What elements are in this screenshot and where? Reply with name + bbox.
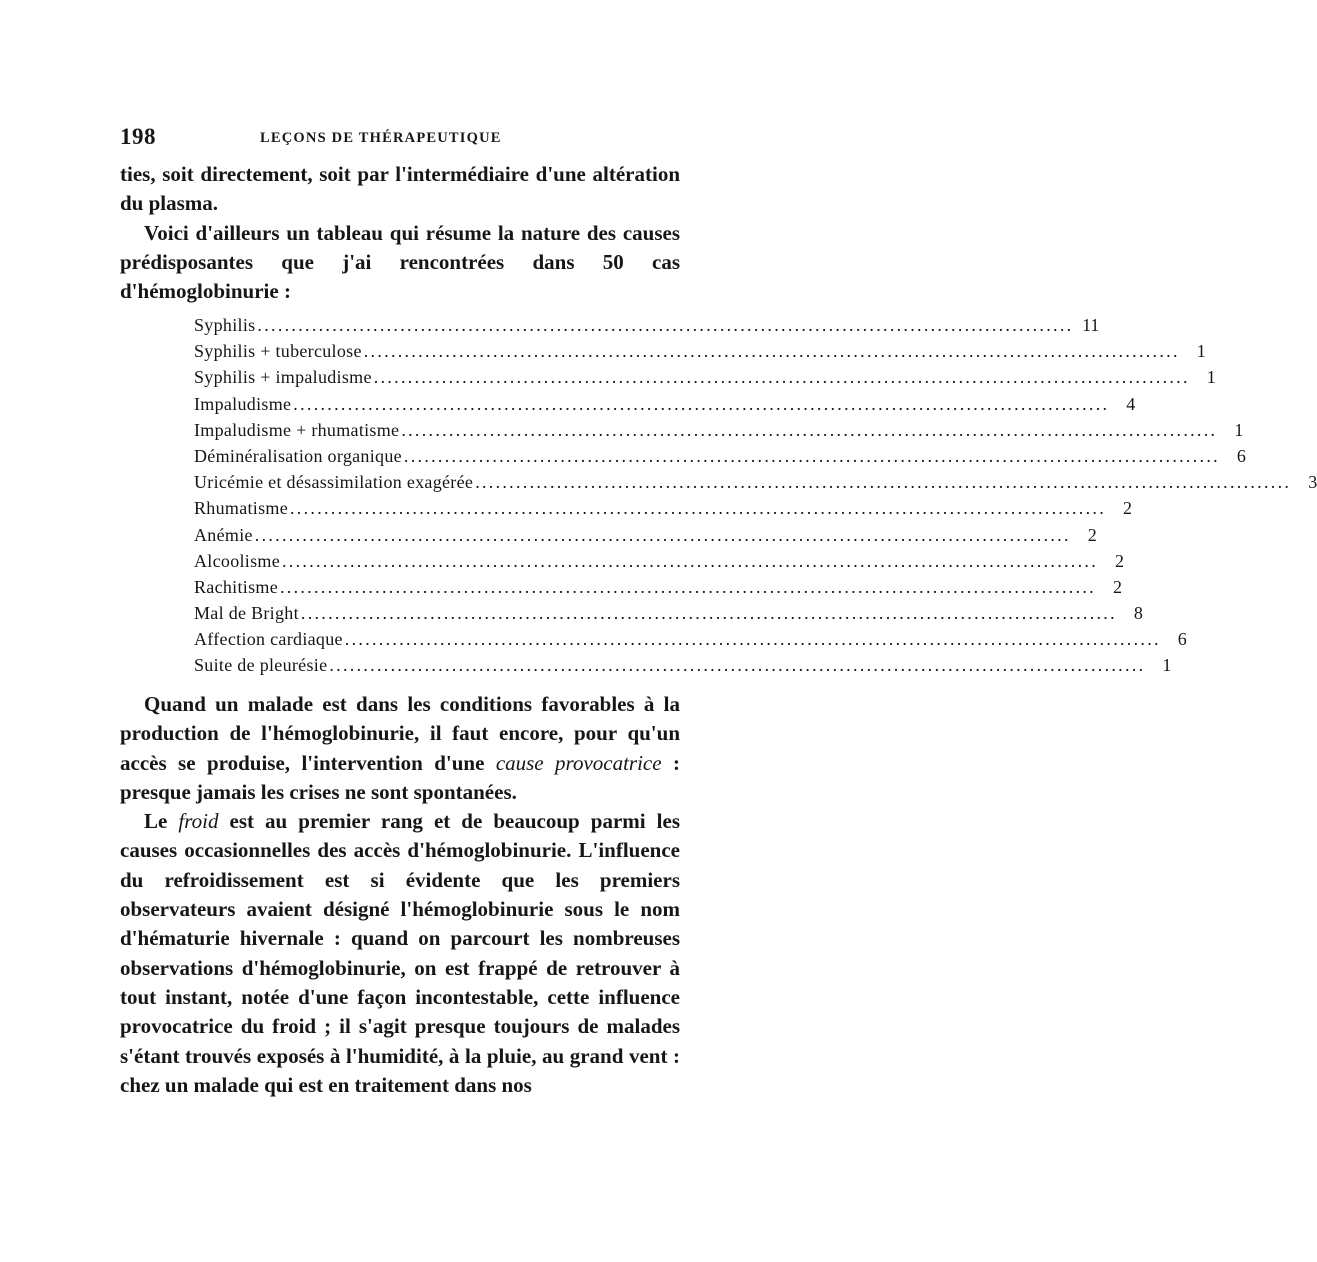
table-row: [194, 445, 1246, 472]
dot-leader: ........................................................................................................................: [344, 629, 1161, 650]
causes-table: [194, 315, 1317, 682]
paragraph-provocative-cause: [120, 690, 680, 807]
case-count: 3: [1308, 472, 1317, 493]
paragraph-text: Quand un malade est dans les conditions favorables à la production de l'hémoglobinurie, il faut encore, pour qu'un accès se produise, l'intervention d'une: [120, 692, 680, 775]
case-count: 2: [1123, 498, 1132, 519]
continued-paragraph: ties, soit directement, soit par l'intermédiaire d'une altération du plasma.: [120, 162, 680, 216]
cause-label: Rhumatisme: [194, 498, 288, 519]
table-row: [194, 419, 1244, 446]
dot-leader: ........................................................................................................................: [254, 524, 1071, 545]
case-count: 1: [1162, 655, 1172, 676]
dot-leader: ........................................................................................................................: [300, 603, 1117, 624]
dot-leader: ........................................................................................................................: [282, 550, 1098, 571]
cause-label: Impaludisme + rhumatisme: [194, 419, 400, 440]
cause-label: Rachitisme: [194, 576, 278, 597]
case-count: 6: [1236, 445, 1246, 466]
cause-label: Suite de pleurésie: [194, 655, 328, 676]
dot-leader: ........................................................................................................................: [279, 576, 1096, 597]
table-row: [194, 550, 1124, 577]
italic-term: froid: [178, 809, 219, 834]
table-row: [194, 367, 1216, 393]
cause-label: Anémie: [194, 524, 253, 545]
cause-label: Syphilis + tuberculose: [194, 341, 362, 362]
cause-label: Impaludisme: [194, 393, 292, 414]
paragraph-text: est au premier rang et de beaucoup parmi les causes occasionnelles des accès d'hémoglobinurie. L'influence du refroidissement est si évidente que les premiers observateurs avaient désigné l'hémoglobinurie sous le nom d'hématurie hivernale : quand on parcourt les nombreuses observations d'hémoglobinurie, on est frappé de retrouver à tout instant, notée d'une façon incontestable, cette influence provocatrice du froid ; il s'agit presque toujours de malades s'étant trouvés exposés à l'humidité, à la pluie, au grand vent : chez un malade qui est en traitement dans nos: [120, 809, 680, 1097]
case-count: 2: [1112, 576, 1122, 597]
table-row: [194, 393, 1136, 420]
table-row: [194, 472, 1317, 498]
intro-text: [120, 160, 680, 306]
table-row: [194, 315, 1100, 341]
cause-label: Syphilis: [194, 315, 256, 335]
table-row: [194, 524, 1097, 551]
case-count: 11: [1082, 315, 1100, 335]
dot-leader: ........................................................................................................................: [373, 367, 1190, 388]
table-row: [194, 655, 1172, 681]
case-count: 2: [1115, 550, 1124, 571]
case-count: 6: [1177, 629, 1187, 650]
table-row: [194, 498, 1132, 524]
table-row: [194, 603, 1143, 629]
paragraph-text: Le: [144, 809, 179, 834]
cause-label: Affection cardiaque: [194, 629, 343, 650]
case-count: 1: [1196, 341, 1206, 362]
running-head: [120, 124, 680, 154]
dot-leader: ........................................................................................................................: [293, 393, 1110, 414]
dot-leader: ........................................................................................................................: [329, 655, 1146, 676]
dot-leader: ........................................................................................................................: [257, 315, 1074, 335]
paragraph-cold: [120, 807, 680, 1100]
table-intro-paragraph: Voici d'ailleurs un tableau qui résume la nature des causes prédisposantes que j'ai rencontrées dans 50 cas d'hémoglobinurie :: [120, 220, 680, 304]
case-count: 1: [1206, 367, 1216, 388]
cause-label: Déminéralisation organique: [194, 445, 402, 466]
cause-label: Syphilis + impaludisme: [194, 367, 372, 388]
dot-leader: ........................................................................................................................: [475, 472, 1292, 493]
dot-leader: ........................................................................................................................: [401, 419, 1218, 440]
running-title: LEÇONS DE THÉRAPEUTIQUE: [260, 130, 502, 146]
case-count: 8: [1133, 603, 1143, 624]
italic-term: cause provocatrice: [495, 750, 662, 775]
cause-label: Uricémie et désassimilation exagérée: [194, 472, 474, 493]
dot-leader: ........................................................................................................................: [290, 498, 1106, 519]
paragraph-text: : presque jamais les crises ne sont spontanées.: [120, 750, 680, 804]
table-row: [194, 576, 1122, 603]
page-number: 198: [120, 124, 156, 149]
table-row: [194, 341, 1206, 367]
case-count: 2: [1087, 524, 1097, 545]
dot-leader: ........................................................................................................................: [363, 341, 1180, 362]
body-text: [120, 690, 680, 1100]
cause-label: Alcoolisme: [194, 550, 280, 571]
dot-leader: ........................................................................................................................: [403, 445, 1220, 466]
case-count: 4: [1126, 393, 1136, 414]
case-count: 1: [1234, 419, 1244, 440]
cause-label: Mal de Bright: [194, 603, 299, 624]
table-row: [194, 629, 1187, 655]
